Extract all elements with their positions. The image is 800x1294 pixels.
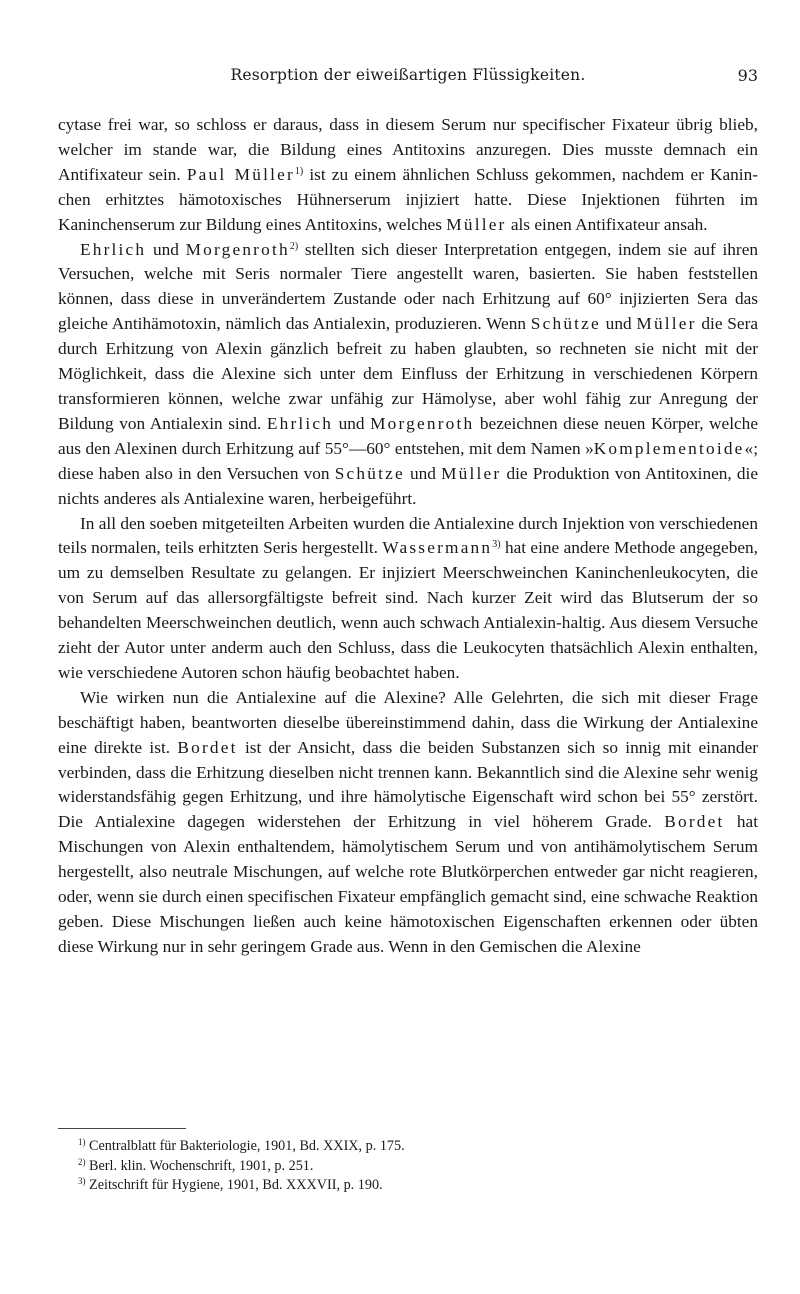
- footnote-text: Berl. klin. Wochenschrift, 1901, p. 251.: [85, 1157, 314, 1174]
- author-name: Ehrlich: [80, 239, 147, 259]
- author-name: Bordet: [664, 812, 725, 832]
- author-name: Paul Müller: [186, 164, 295, 184]
- text-run: und: [600, 314, 637, 334]
- footnote-mark: 1): [78, 1137, 86, 1147]
- author-name: Müller: [636, 314, 697, 334]
- footnote-text: Zeitschrift für Hygiene, 1901, Bd. XXXVII, p. 190.: [85, 1177, 383, 1194]
- body-text: [58, 113, 758, 960]
- text-run: ist zu einem ähnlichen Schluss gekommen, nachdem er Kaninchen erhitztes hämotoxisches Hühnerserum injiziert hatte. Diese Injektionen führten im Kaninchenserum zur Bildung eines Antitoxins, welches: [58, 164, 758, 234]
- footnote-mark: 2): [78, 1156, 86, 1167]
- author-name: Schütze: [530, 314, 601, 334]
- text-run: und: [146, 239, 186, 259]
- footnote-reference: 3): [492, 539, 501, 551]
- text-run: die Sera durch Erhitzung von Alexin gänzlich befreit zu haben glaubten, so rechneten sie nicht mit der Möglichkeit, dass die Alexine sich unter dem Einfluss der Erhitzung in verschiedenen Körpern transformieren können, welche zwar unfähig zur Hämolyse, aber wohl fähig zur Anregung der Bildung von Antialexin sind.: [58, 314, 759, 433]
- author-name: Wassermann: [382, 538, 493, 558]
- author-name: Morgenroth: [370, 413, 475, 433]
- paragraph: [58, 512, 758, 686]
- paragraph: [58, 686, 758, 960]
- text-run: Wie wirken nun die Antialexine auf die Alexine? Alle Gelehrten, die sich mit dieser Frage beschäftigt haben, beantworten dieselbe übereinstimmend dahin, dass die Wirkung der Antialexine eine direkte ist.: [58, 687, 758, 757]
- text-run: ist der Ansicht, dass die beiden Substanzen sich so innig mit einander verbinden, dass die Erhitzung dieselben nicht trennen kann. Bekanntlich sind die Alexine sehr wenig widerstandsfähig gegen Erhitzung, und ihre hämolytische Eigenschaft wird schon bei 55° zerstört. Die Antialexine dagegen widerstehen der Erhitzung in viel höherem Grade.: [58, 737, 758, 832]
- footnote-separator: [58, 1128, 186, 1129]
- author-name: Morgenroth: [185, 239, 290, 259]
- paragraph: [58, 113, 758, 238]
- text-run: hat Mischungen von Alexin enthaltendem, hämolytischem Serum und von antihämolytischem Serum hergestellt, also neutrale Mischungen, auf welche rote Blutkörperchen entweder gar nicht reagieren, oder, wenn sie durch einen specifischen Fixateur empfänglich gemacht sind, eine schwache Reaktion geben. Diese Mischungen ließen auch keine hämotoxischen Eigenschaften erkennen oder übten diese Wirkung nur in sehr geringem Grade aus. Wenn in den Gemischen die Alexine: [58, 812, 758, 956]
- page-number: 93: [737, 66, 758, 85]
- text-run: die Produktion von Antitoxinen, die nichts anderes als Antialexine waren, herbeigeführt.: [58, 463, 758, 508]
- text-run: als einen Antifixateur ansah.: [506, 214, 708, 234]
- text-run: hat eine andere Methode angegeben, um zu demselben Resultate zu gelangen. Er injiziert Meerschweinchen Kaninchenleukocyten, die von Serum auf das allersorgfältigste befreit sind. Nach kurzer Zeit wird das Blutserum der so behandelten Meerschweinchen deutlich, wenn auch schwach Antialexin-haltig. Aus diesem Versuche zieht der Autor unter anderm auch den Schluss, dass die Leukocyten thatsächlich Alexin enthalten, wie verschiedene Autoren schon häufig beobachtet haben.: [58, 538, 758, 682]
- footnote: [78, 1137, 758, 1157]
- footnote-mark: 3): [78, 1176, 86, 1187]
- text-run: In all den soeben mitgeteilten Arbeiten wurden die Antialexine durch Injektion von verschiedenen teils normalen, teils erhitzten Seris hergestellt.: [58, 513, 758, 558]
- author-name: Komplementoide: [593, 438, 745, 458]
- text-run: cytase frei war, so schloss er daraus, dass in diesem Serum nur specifischer Fixateur übrig blieb, welcher im stande war, die Bildung eines Antitoxins anzuregen. Dies musste demnach ein Antifixateur sein.: [58, 115, 758, 184]
- running-title: Resorption der eiweißartigen Flüssigkeiten.: [230, 66, 586, 84]
- footnote-reference: 1): [294, 165, 304, 177]
- footnotes: [78, 1137, 758, 1196]
- footnote: [78, 1176, 758, 1196]
- author-name: Schütze: [334, 463, 405, 483]
- running-header: [58, 66, 758, 94]
- footnote-reference: 2): [289, 240, 299, 252]
- author-name: Müller: [441, 463, 502, 483]
- text-run: und: [404, 463, 442, 483]
- text-run: «; diese haben also in den Versuchen von: [58, 438, 758, 483]
- author-name: Ehrlich: [266, 413, 334, 433]
- author-name: Müller: [446, 214, 507, 234]
- text-run: bezeichnen diese neuen Körper, welche aus den Alexinen durch Erhitzung auf 55°—60° entstehen, mit dem Namen »: [58, 413, 758, 458]
- text-run: stellten sich dieser Interpretation entgegen, indem sie auf ihren Versuchen, welche mit Seris normaler Tiere angestellt waren, basierten. Sie haben feststellen können, dass diese in unverändertem Zustande oder nach Erhitzung auf 60° injizierten Sera das gleiche Antihämotoxin, nämlich das Antialexin, produzieren. Wenn: [58, 239, 758, 334]
- author-name: Bordet: [177, 737, 238, 757]
- text-run: und: [333, 413, 371, 433]
- footnote-text: Centralblatt für Bakteriologie, 1901, Bd. XXIX, p. 175.: [85, 1138, 405, 1154]
- paragraph: [58, 238, 758, 512]
- footnote: [78, 1157, 758, 1177]
